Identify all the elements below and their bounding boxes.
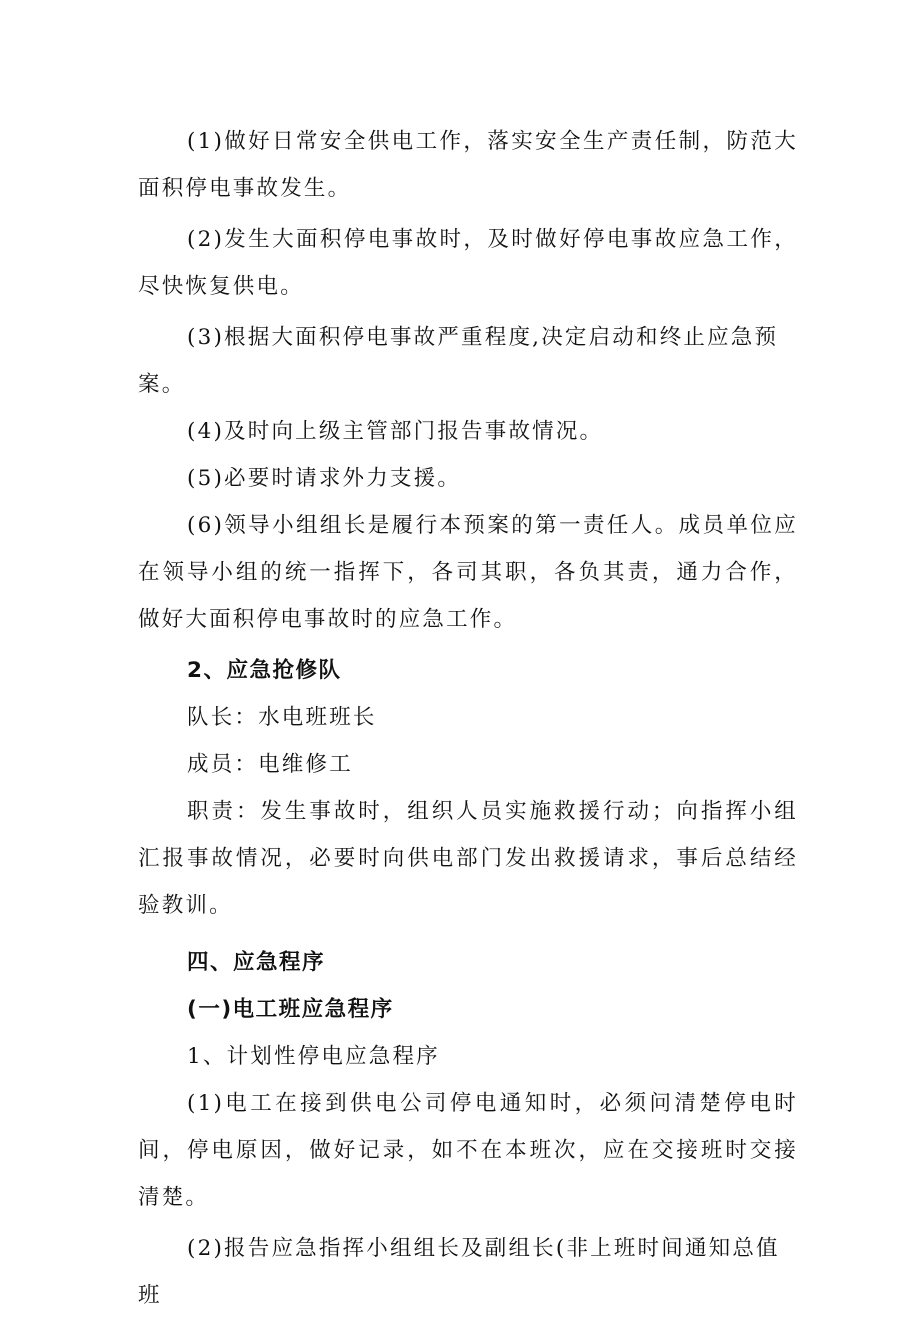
team-members: 成员：电维修工 — [187, 752, 353, 777]
heading-electrician-procedure: (一)电工班应急程序 — [187, 997, 394, 1022]
paragraph-7: (1)电工在接到供电公司停电通知时，必须问清楚停电时间，停电原因，做好记录，如不在本班次，应在交接班时交接清楚。 — [138, 1091, 798, 1210]
paragraph-2: (2)发生大面积停电事故时，及时做好停电事故应急工作，尽快恢复供电。 — [138, 227, 798, 299]
team-duties: 职责：发生事故时，组织人员实施救援行动；向指挥小组汇报事故情况，必要时向供电部门发出救援请求，事后总结经验教训。 — [138, 799, 798, 918]
heading-section-4: 四、应急程序 — [187, 950, 326, 975]
document-page — [138, 118, 798, 1319]
team-leader: 队长：水电班班长 — [187, 705, 377, 730]
item-planned-outage: 1、计划性停电应急程序 — [187, 1044, 440, 1069]
paragraph-3: (3)根据大面积停电事故严重程度,决定启动和终止应急预案。 — [138, 325, 779, 397]
paragraph-1: (1)做好日常安全供电工作，落实安全生产责任制，防范大面积停电事故发生。 — [138, 129, 798, 201]
paragraph-5: (5)必要时请求外力支援。 — [187, 466, 462, 491]
paragraph-8: (2)报告应急指挥小组组长及副组长(非上班时间通知总值班 — [138, 1236, 780, 1308]
paragraph-4: (4)及时向上级主管部门报告事故情况。 — [187, 419, 604, 444]
paragraph-6: (6)领导小组组长是履行本预案的第一责任人。成员单位应在领导小组的统一指挥下，各司其职，各负其责，通力合作，做好大面积停电事故时的应急工作。 — [138, 513, 798, 632]
heading-emergency-team: 2、应急抢修队 — [187, 658, 342, 683]
